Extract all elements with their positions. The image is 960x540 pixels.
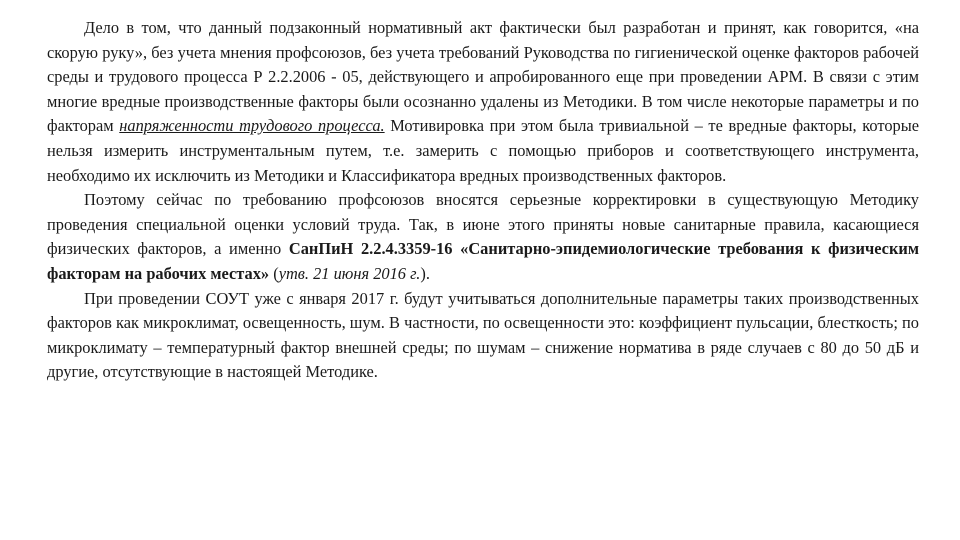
approval-date: утв. 21 июня 2016 г. bbox=[278, 263, 421, 283]
paragraph-2 bbox=[47, 188, 919, 286]
paragraph-3-text: При проведении СОУТ уже с января 2017 г. будут учитываться дополнительные параметры таких производственных факторов как микроклимат, освещенность, шум. В частности, по освещенности это: коэффициент пульсации, блесткость; по микроклимату – температурный фактор внешней среды; по шумам – снижение норматива в ряде случаев с 80 до 50 дБ и другие, отсутствующие в настоящей Методике. bbox=[47, 288, 919, 382]
paragraph-2-text-end: ). bbox=[420, 263, 430, 283]
paragraph-3 bbox=[47, 287, 919, 385]
paragraph-1-text-start: Дело в том, что данный подзаконный нормативный акт фактически был разработан и принят, как говорится, «на скорую руку», без учета мнения профсоюзов, без учета требований Руководства по гигиенической оценке факторов рабочей среды и трудового процесса Р 2.2.2006 - 05, действующего и апробированного еще при проведении АРМ. В связи с этим многие вредные производственные факторы были осознанно удалены из Методики. В том числе некоторые параметры и по факторам bbox=[47, 18, 919, 136]
emphasized-phrase: напряженности трудового процесса. bbox=[119, 116, 385, 136]
paragraph-1-text-end: Мотивировка при этом была тривиальной – те вредные факторы, которые нельзя измерить инструментальным путем, т.е. замерить с помощью приборов и соответствующего инструмента, необходимо их исключить из Методики и Классификатора вредных производственных факторов. bbox=[47, 116, 920, 185]
document-body bbox=[47, 16, 919, 385]
sanpin-reference: СанПиН 2.2.4.3359-16 «Санитарно-эпидемиологические требования к физическим факторам на рабочих местах» bbox=[47, 239, 920, 283]
paragraph-2-text-start: Поэтому сейчас по требованию профсоюзов вносятся серьезные корректировки в существующую Методику проведения специальной оценки условий труда. Так, в июне этого приняты новые санитарные правила, касающиеся физических факторов, а именно bbox=[47, 190, 919, 259]
paragraph-2-text-middle: ( bbox=[269, 263, 279, 283]
paragraph-1 bbox=[47, 16, 919, 188]
